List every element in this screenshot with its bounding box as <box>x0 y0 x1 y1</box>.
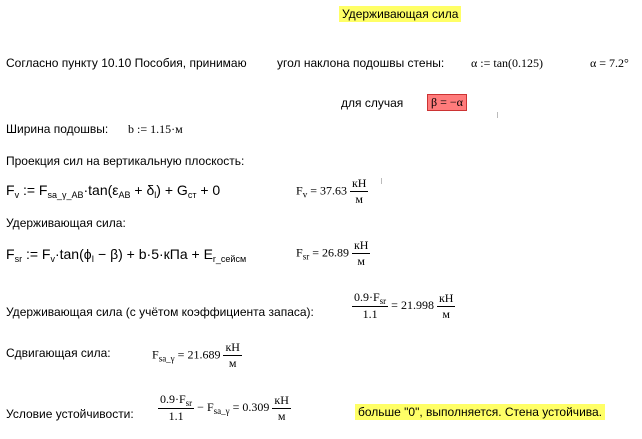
fv-definition[interactable]: $F_v$ := $F_{sa\_\gamma\_AB}\cdot\tan(\varepsilon_{AB} + \delta_l) + G_{ст} + 0$ <box>6 182 221 200</box>
region-marker <box>381 178 382 184</box>
alpha-definition[interactable]: α := tan(0.125) <box>471 56 544 70</box>
stability-result[interactable]: $\frac{0.9\cdot F_{sr}}{1.1}$ − $F_{sa\_\gamma} = 0.309$ $\frac{кН}{м}$ <box>160 392 289 423</box>
width-definition[interactable]: b := 1.15·м <box>128 122 183 136</box>
pososbie-text: Согласно пункту 10.10 Пособия, принимаю <box>6 56 247 70</box>
fsr-definition[interactable]: $F_{sr}$ := $F_v\cdot\tan(\phi_I - \beta) + b\cdot 5\cdot кПа + E_{r\_сейсм}$ <box>6 246 247 264</box>
stability-verdict: больше "0", выполняется. Стена устойчива. <box>355 404 605 420</box>
reserve-label: Удерживающая сила (с учётом коэффициента запаса): <box>6 305 314 319</box>
alpha-result[interactable]: α = 7.2° <box>590 56 629 70</box>
shear-unit: $\frac{кН}{м}$ <box>225 340 240 370</box>
reserve-result[interactable]: $\frac{0.9\cdot F_{sr}}{1.1}$ = 21.998 $\frac{кН}{м}$ <box>354 290 454 321</box>
fv-result[interactable]: $F_v = 37.63$ $\frac{кН}{м}$ <box>296 176 367 206</box>
section-title: Удерживающая сила <box>339 6 461 22</box>
width-label: Ширина подошвы: <box>6 122 109 136</box>
case-label: для случая <box>341 96 404 110</box>
projection-label: Проекция сил на вертикальную плоскость: <box>6 154 245 168</box>
region-marker <box>497 112 498 118</box>
beta-definition[interactable]: β = −α <box>427 94 467 111</box>
fv-unit: $\frac{кН}{м}$ <box>351 176 367 206</box>
slope-angle-label: угол наклона подошвы стены: <box>277 56 445 70</box>
retaining-label: Удерживающая сила: <box>6 216 126 230</box>
reserve-unit: $\frac{кН}{м}$ <box>438 290 454 321</box>
stability-fraction: $\frac{0.9\cdot F_{sr}}{1.1}$ <box>160 392 193 423</box>
stability-label: Условие устойчивости: <box>6 407 134 421</box>
shear-result[interactable]: $F_{sa\_\gamma} = 21.689$ $\frac{кН}{м}$ <box>152 340 240 370</box>
shear-label: Сдвигающая сила: <box>6 346 111 360</box>
fsr-unit: $\frac{кН}{м}$ <box>353 238 369 268</box>
reserve-fraction: $\frac{0.9\cdot F_{sr}}{1.1}$ <box>354 290 387 321</box>
fsr-result[interactable]: $F_{sr} = 26.89$ $\frac{кН}{м}$ <box>296 238 369 268</box>
stability-unit: $\frac{кН}{м}$ <box>274 392 289 423</box>
